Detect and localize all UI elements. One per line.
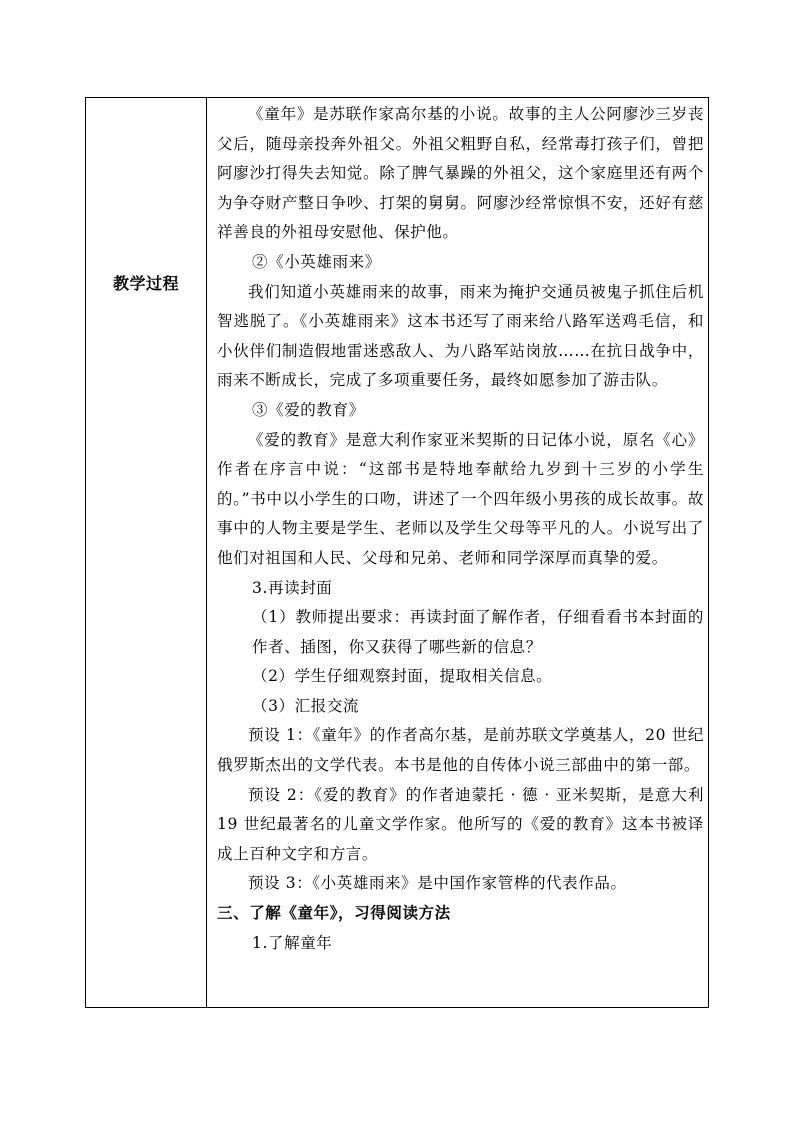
paragraph-heart-summary: 《爱的教育》是意大利作家亚米契斯的日记体小说，原名《心》作者在序言中说：“这部书是特地奉献给九岁到十三岁的小学生的。”书中以小学生的口吻，讲述了一个四年级小男孩的成长故事。故事中的人物主要是学生、老师以及学生父母等平凡的人。小说写出了他们对祖国和人民、父母和兄弟、老师和同学深厚而真挚的爱。 — [217, 430, 704, 567]
step-item-student-observe: （2）学生仔细观察封面，提取相关信息。 — [252, 667, 553, 686]
step-item-teacher-requirement-text: （1）教师提出要求：再读封面了解作者，仔细看看书本封面的作者、插图，你又获得了哪些新的信息？ — [252, 608, 704, 656]
paragraph-childhood-summary: 《童年》是苏联作家高尔基的小说。故事的主人公阿廖沙三岁丧父后，随母亲投奔外祖父。外祖父粗野自私，经常毒打孩子们，曾把阿廖沙打得失去知觉。除了脾气暴躁的外祖父，这个家庭里还有两个为争夺财产整日争吵、打架的舅舅。阿廖沙经常惊惧不安，还好有慈祥善良的外祖母安慰他、保护他。 — [217, 105, 704, 242]
row-label: 教学过程 — [112, 274, 179, 293]
item-heading-little-hero: ②《小英雄雨来》 — [252, 252, 381, 271]
step-heading-reread-cover: 3.再读封面 — [252, 578, 333, 597]
row-label-cell — [86, 98, 207, 1007]
preset-3: 预设 3：《小英雄雨来》是中国作家管桦的代表作品。 — [248, 874, 627, 893]
item-heading-heart: ③《爱的教育》 — [252, 400, 365, 419]
preset-2: 预设 2：《爱的教育》的作者迪蒙托 · 德 · 亚米契斯，是意大利 19 世纪最著名的儿童文学作家。他所写的《爱的教育》这本书被译成上百种文字和方言。 — [217, 785, 704, 863]
step-heading-know-childhood: 1.了解童年 — [252, 933, 333, 952]
lesson-table — [85, 97, 709, 1008]
step-item-teacher-requirement — [217, 603, 704, 662]
paragraph-little-hero-summary: 我们知道小英雄雨来的故事，雨来为掩护交通员被鬼子抓住后机智逃脱了。《小英雄雨来》这本书还写了雨来给八路军送鸡毛信，和小伙伴们制造假地雷迷惑敌人、为八路军站岗放……在抗日战争中，雨来不断成长，完成了多项重要任务，最终如愿参加了游击队。 — [217, 282, 704, 390]
content-cell — [207, 98, 708, 1007]
preset-1: 预设 1：《童年》的作者高尔基，是前苏联文学奠基人，20 世纪俄罗斯杰出的文学代表。本书是他的自传体小说三部曲中的第一部。 — [217, 726, 704, 775]
step-item-report: （3）汇报交流 — [252, 696, 360, 715]
section-heading-childhood: 三、了解《童年》，习得阅读方法 — [217, 904, 451, 923]
